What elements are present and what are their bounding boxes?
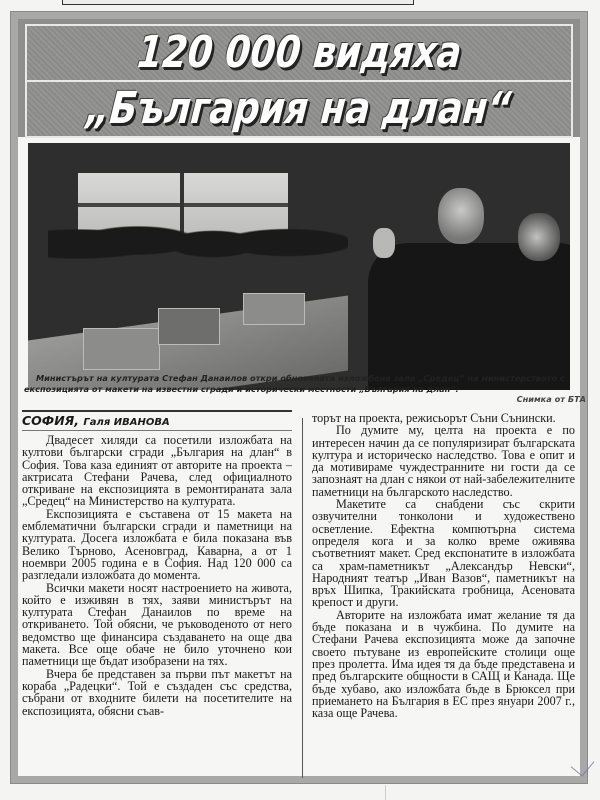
- caption-text: Министърът на културата Стефан Данаилов откри обновената изложбена зала „Средец“ на министерството с експозицията от макети на известни сгради и исторически местности „България на длан“.: [24, 373, 565, 394]
- photo-credit: Снимка от БТА: [516, 394, 586, 404]
- headline-text-2: „България на длан“: [84, 83, 514, 134]
- photo-raised-hand: [373, 228, 395, 258]
- photo-minister: [438, 188, 484, 244]
- headline-block: [18, 19, 580, 137]
- article-column-right: [312, 412, 575, 719]
- paragraph: Макетите са снабдени със скрити озвучителни тонколони и художествено осветление. Ефектна компютърна система определя кога и за колко време оживява съответният макет. Сред експонатите в изложбата са храм-паметникът „Александър Невски“, Народният театър „Иван Вазов“, паметникът на връх Шипка, Тракийската гробница, Асеновата крепост и други.: [312, 497, 575, 610]
- headline-line-1: [25, 24, 573, 82]
- bottom-clipping-edge: [385, 785, 536, 800]
- photo-building-model: [158, 308, 220, 345]
- photo-caption: [24, 373, 590, 413]
- photo-building-model: [83, 328, 160, 370]
- photo-crowd: [48, 223, 348, 293]
- top-clipping-edge: [62, 0, 414, 5]
- paragraph: Всички макети носят настроението на живота, който е изживян в тях, заяви министърът на културата Стефан Данаилов по време на откриването. Той обясни, че ръководеното от него ведомство ще финансира създаването на още два макета. Все още обаче не било уточнено кои паметници ще бъдат изобразени на тях.: [22, 580, 292, 669]
- byline: [22, 410, 292, 431]
- photo-woman: [518, 213, 560, 261]
- byline-author: Галя ИВАНОВА: [83, 417, 170, 428]
- photo-building-model: [243, 293, 305, 325]
- photo-people: [368, 243, 570, 390]
- headline-line-2: [25, 80, 573, 138]
- paragraph: Вчера бе представен за първи път макетът на кораба „Радецки“. Той е създаден със средства, събрани от входните билети на посетителите на експозицията, обясни съав-: [22, 666, 292, 718]
- paragraph: торът на проекта, режисьорът Съни Сънински.: [312, 411, 556, 425]
- paragraph: Експозицията е съставена от 15 макета на емблематични български сгради и паметници на културата. Досега изложбата е била показана във Велико Търново, Асеновград, Каварна, а от 1 ноември 2005 година е в София. Над 120 000 са разгледали изложбата до момента.: [22, 506, 292, 583]
- paragraph: Авторите на изложбата имат желание тя да бъде показана и в чужбина. По думите на Стефани Рачева експозицията може да започне своето пътуване из европейските столици още през пролетта. Има идея тя да бъде представена и пред българските общности в САЩ и Канада. Ще бъде хубаво, ако изложбата бъде в Брюксел при приемането на България в ЕС през януари 2007 г., каза още Рачева.: [312, 607, 575, 721]
- headline-text-1: 120 000 видяха: [134, 27, 464, 78]
- paragraph: По думите му, целта на проекта е по интересен начин да се популяризират българската култура и историческо наследство. Това е опит и да мотивираме чуждестранните ни гости да се запознаят на длан с някои от най-забележителните паметници на българското наследство.: [312, 423, 575, 499]
- column-divider: [302, 418, 303, 778]
- article-photo: [28, 143, 570, 390]
- article-column-left: [22, 410, 292, 717]
- byline-location: СОФИЯ,: [22, 413, 80, 428]
- paragraph: Двадесет хиляди са посетили изложбата на култови български сгради „България на длан“ в София. Това каза единият от авторите на проекта – актрисата Стефани Рачева, след официалното откриване на експозицията в ремонтираната зала „Средец“ на Министерство на културата.: [22, 433, 292, 509]
